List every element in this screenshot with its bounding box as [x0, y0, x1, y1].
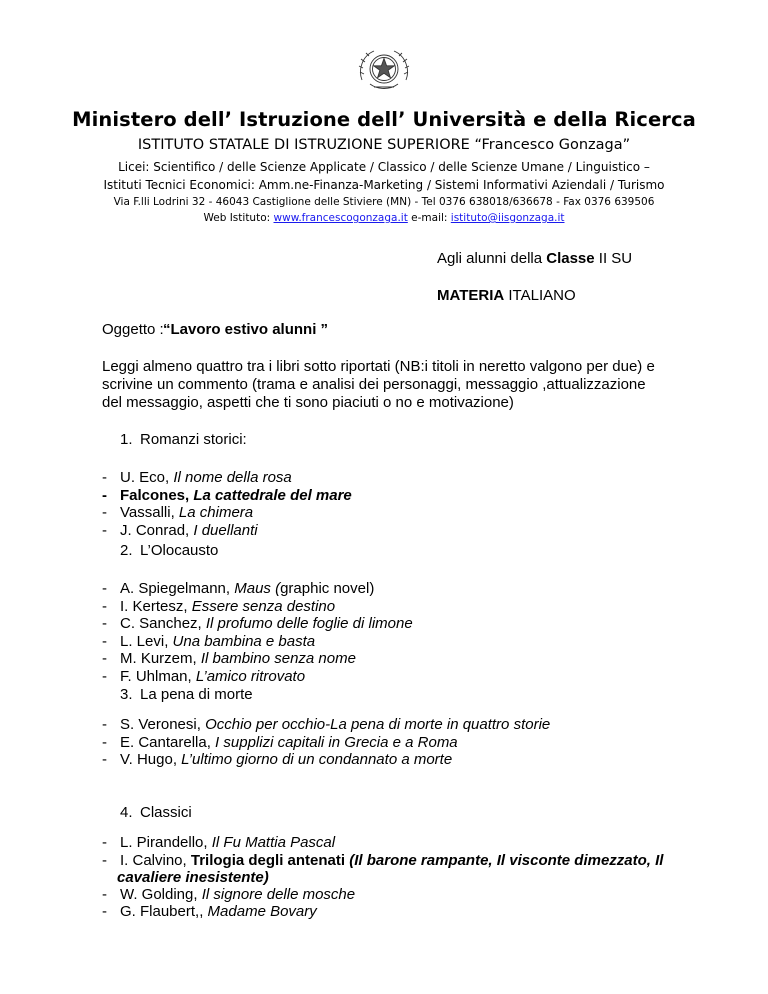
list-item: - S. Veronesi, Occhio per occhio-La pena di morte in quattro storie [102, 716, 551, 733]
list-item: - L. Levi, Una bambina e basta [102, 632, 316, 650]
licei-line: Licei: Scientifico / delle Scienze Applicate / Classico / delle Scienze Umane / Linguistico – [118, 160, 650, 174]
book-list [102, 716, 550, 769]
web-label: Web Istituto: [203, 212, 274, 224]
book-author: A. Spiegelmann, [120, 580, 235, 597]
istituti-line: Istituti Tecnici Economici: Amm.ne-Finanza-Marketing / Sistemi Informativi Aziendali / Turismo [103, 178, 665, 192]
book-list [102, 580, 413, 685]
book-author: J. Conrad, [120, 521, 194, 539]
book-title: Il bambino senza nome [200, 650, 356, 667]
section-number: 3. [120, 686, 133, 703]
book-author: I. Kertesz, [120, 597, 192, 615]
section-heading [120, 804, 192, 821]
italian-republic-emblem [352, 44, 416, 94]
book-author: F. Uhlman, [120, 667, 196, 685]
book-title: I supplizi capitali in Grecia e a Roma [215, 733, 458, 751]
list-item: - I. Kertesz, Essere senza destino [102, 597, 336, 615]
book-title: (Il barone rampante, Il visconte dimezzato, Il cavaliere inesistente) [117, 851, 664, 886]
list-item: - G. Flaubert,, Madame Bovary [102, 903, 317, 920]
book-author: Falcones, [120, 486, 194, 504]
book-title: Madame Bovary [207, 903, 317, 920]
book-title: La chimera [178, 504, 254, 521]
section-heading [120, 686, 253, 703]
contact-line [0, 212, 768, 224]
email-link[interactable]: istituto@iisgonzaga.it [450, 212, 565, 224]
book-author: U. Eco, [120, 469, 174, 486]
list-item: - I. Calvino, Trilogia degli antenati (Il barone rampante, Il visconte dimezzato, Il cavaliere inesistente) [102, 851, 664, 886]
book-title: L’amico ritrovato [195, 667, 306, 685]
materia-label: MATERIA [437, 287, 505, 304]
section-title: Romanzi storici: [140, 431, 247, 448]
book-title: Il profumo delle foglie di limone [205, 615, 413, 632]
address-line: Via F.lli Lodrini 32 - 46043 Castiglione delle Stiviere (MN) - Tel 0376 638018/636678 - Fax 0376 639506 [113, 196, 655, 208]
list-item: - J. Conrad, I duellanti [102, 521, 258, 539]
list-item: - A. Spiegelmann, Maus (graphic novel) [102, 580, 375, 597]
book-title: Maus ( [234, 580, 281, 597]
book-author: G. Flaubert,, [120, 903, 208, 920]
list-item: - E. Cantarella, I supplizi capitali in Grecia e a Roma [102, 733, 458, 751]
list-item: - Vassalli, La chimera [102, 504, 254, 521]
book-author: M. Kurzem, [120, 650, 201, 667]
book-title: Il nome della rosa [173, 469, 292, 486]
book-title: Il Fu Mattia Pascal [211, 834, 336, 851]
classe-value: II SU [594, 250, 633, 267]
book-author: Vassalli, [120, 504, 179, 521]
section-title: Classici [140, 804, 192, 821]
book-author: S. Veronesi, [120, 716, 206, 733]
recipient-subject [437, 287, 576, 304]
book-bold-title: Trilogia degli antenati [190, 851, 350, 869]
book-list [102, 834, 677, 921]
book-author: L. Levi, [120, 632, 173, 650]
subject-text: “Lavoro estivo alunni ” [163, 321, 329, 338]
section-heading [120, 542, 218, 559]
list-item: - V. Hugo, L’ultimo giorno di un condannato a morte [102, 751, 453, 768]
book-title: Una bambina e basta [172, 632, 316, 650]
book-author: E. Cantarella, [120, 733, 216, 751]
subject-label: Oggetto : [102, 321, 164, 338]
list-item: - M. Kurzem, Il bambino senza nome [102, 650, 356, 667]
book-note: graphic novel) [280, 580, 375, 597]
book-author: C. Sanchez, [120, 615, 206, 632]
book-title: La cattedrale del mare [193, 486, 352, 504]
book-author: I. Calvino, [120, 851, 191, 869]
book-author: V. Hugo, [120, 751, 182, 768]
materia-value: ITALIANO [504, 287, 576, 304]
section-title: La pena di morte [140, 686, 253, 703]
email-label: e-mail: [407, 212, 451, 224]
book-title: I duellanti [193, 521, 258, 539]
list-item: - U. Eco, Il nome della rosa [102, 469, 292, 486]
section-number: 4. [120, 804, 133, 821]
recipient-prefix: Agli alunni della [437, 250, 547, 267]
section-title: L’Olocausto [140, 542, 219, 559]
classe-label: Classe [546, 250, 595, 267]
book-title: Occhio per occhio-La pena di morte in quattro storie [205, 716, 551, 733]
recipient-class [437, 250, 632, 267]
list-item: - W. Golding, Il signore delle mosche [102, 885, 356, 903]
book-title: Il signore delle mosche [201, 885, 356, 903]
book-title: L’ultimo giorno di un condannato a morte [181, 751, 453, 768]
section-number: 2. [120, 542, 133, 559]
list-item: - C. Sanchez, Il profumo delle foglie di limone [102, 615, 413, 632]
list-item: - F. Uhlman, L’amico ritrovato [102, 667, 306, 685]
list-item: - Falcones, La cattedrale del mare [102, 486, 352, 504]
section-number: 1. [120, 431, 133, 448]
school-name: ISTITUTO STATALE DI ISTRUZIONE SUPERIORE “Francesco Gonzaga” [137, 137, 631, 153]
book-author: L. Pirandello, [120, 834, 212, 851]
website-link[interactable]: www.francescogonzaga.it [273, 212, 408, 224]
book-list [102, 469, 352, 539]
ministry-title: Ministero dell’ Istruzione dell’ Università e della Ricerca [72, 108, 696, 131]
book-title: Essere senza destino [191, 597, 336, 615]
list-item: - L. Pirandello, Il Fu Mattia Pascal [102, 834, 336, 851]
book-author: W. Golding, [120, 885, 202, 903]
section-heading [120, 431, 247, 448]
intro-paragraph: Leggi almeno quattro tra i libri sotto riportati (NB:i titoli in neretto valgono per due) e scrivine un commento (trama e analisi dei personaggi, messaggio ,attualizzazione del messaggio, aspetti che ti sono piaciuti o no e motivazione) [102, 358, 655, 411]
